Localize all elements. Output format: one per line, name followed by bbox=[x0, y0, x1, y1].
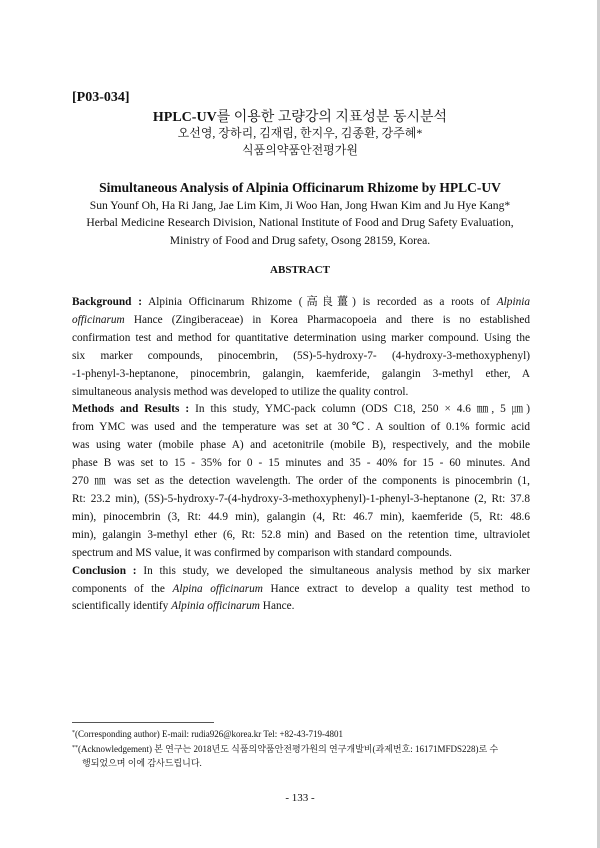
footnote-text: (Acknowledgement) 본 연구는 2018년도 식품의약품안전평가원의 연구개발비(과제번호: 16171MFDS228)로 수 bbox=[78, 744, 499, 754]
background-text: Hance (Zingiberaceae) in Korea Pharmacopoeia and there is no established bbox=[133, 313, 530, 326]
english-affiliation-line-2: Ministry of Food and Drug safety, Osong 28159, Korea. bbox=[169, 234, 431, 247]
conclusion-line bbox=[72, 563, 530, 581]
english-authors: Sun Younf Oh, Ha Ri Jang, Jae Lim Kim, Ji Woo Han, Jong Hwan Kim and Ju Hye Kang* bbox=[89, 199, 511, 212]
background-line bbox=[72, 312, 530, 330]
methods-line: Rt: 23.2 min), (5S)-5-hydroxy-7-(4-hydroxy-3-methoxyphenyl)-1-phenyl-3-heptanone (2, Rt: 37.8 bbox=[72, 492, 530, 505]
background-line bbox=[72, 294, 530, 312]
korean-authors: 오선영, 장하리, 김재림, 한지우, 김종환, 강주혜* bbox=[177, 126, 423, 140]
methods-line bbox=[72, 401, 530, 419]
footnote-corresponding bbox=[72, 726, 530, 741]
poster-code: [P03-034] bbox=[72, 90, 130, 105]
methods-line: phase B was set to 15 - 35% for 0 - 15 minutes and 35 - 40% for 15 - 60 minutes. And bbox=[72, 457, 530, 470]
footnote-acknowledgement-cont: 행되었으며 이에 감사드립니다. bbox=[82, 758, 202, 768]
background-label: Background : bbox=[72, 296, 142, 308]
background-line: six marker compounds, pinocembrin, (5S)-5-hydroxy-7- (4-hydroxy-3-methoxyphenyl) bbox=[72, 349, 530, 362]
abstract-heading: ABSTRACT bbox=[270, 264, 330, 276]
conclusion-label: Conclusion : bbox=[72, 564, 137, 577]
conclusion-text: Hance. bbox=[262, 600, 295, 613]
methods-line: from YMC was used and the temperature was set at 30℃. A soultion of 0.1% formic acid bbox=[72, 421, 530, 434]
footnote-acknowledgement bbox=[72, 741, 530, 756]
english-affiliation-line-1: Herbal Medicine Research Division, National Institute of Food and Drug Safety Evaluation, bbox=[86, 216, 514, 229]
methods-line: min), pinocembrin (3, Rt: 44.9 min), galangin (4, Rt: 46.7 min), kaemferide (5, Rt: 48.6 bbox=[72, 510, 530, 523]
english-title: Simultaneous Analysis of Alpinia Officinarum Rhizome by HPLC-UV bbox=[99, 180, 501, 195]
conclusion-text: In this study, we developed the simultaneous analysis method by six marker bbox=[143, 564, 531, 577]
background-line: -1-phenyl-3-heptanone, pinocembrin, galangin, kaemferide, galangin 3-methyl ether, A bbox=[72, 367, 530, 380]
methods-text: In this study, YMC-pack column (ODS C18, 250 × 4.6 ㎜, 5 ㎛) bbox=[195, 403, 530, 416]
conclusion-line bbox=[72, 598, 530, 616]
conclusion-italic: Alpina officinarum bbox=[172, 582, 263, 595]
methods-line: min), galangin 3-methyl ether (6, Rt: 52.8 min) and Based on the retention time, ultraviolet bbox=[72, 528, 530, 541]
background-italic: Alpinia bbox=[496, 296, 531, 308]
abstract-body bbox=[72, 294, 530, 616]
conclusion-text: components of the bbox=[72, 582, 165, 595]
korean-affiliation: 식품의약품안전평가원 bbox=[242, 143, 358, 157]
methods-line: 270 ㎚ was set as the detection wavelength. The order of the components is pinocembrin (1, bbox=[72, 475, 530, 488]
conclusion-italic: Alpinia officinarum bbox=[171, 600, 260, 613]
korean-title bbox=[0, 106, 600, 126]
conclusion-text: Hance extract to develop a quality test method to bbox=[270, 582, 530, 595]
korean-title-bold: HPLC-UV bbox=[152, 110, 217, 125]
conclusion-line bbox=[72, 581, 530, 599]
page-number: - 133 - bbox=[285, 792, 315, 804]
footnote-rule bbox=[72, 722, 214, 723]
footnote-text: (Corresponding author) E-mail: rudia926@korea.kr Tel: +82-43-719-4801 bbox=[75, 729, 344, 739]
footnote-mark: ** bbox=[72, 745, 78, 751]
background-italic: officinarum bbox=[72, 313, 125, 326]
conclusion-text: scientifically identify bbox=[72, 600, 169, 613]
korean-title-rest: 를 이용한 고량강의 지표성분 동시분석 bbox=[216, 110, 448, 125]
background-text: Alpinia Officinarum Rhizome (高良薑) is recorded as a roots of bbox=[148, 296, 490, 308]
footnotes bbox=[72, 726, 530, 770]
background-line: confirmation test and method for quantitative determination using marker compound. Using the bbox=[72, 331, 530, 344]
background-line: simultaneous analysis method was developed to utilize the quality control. bbox=[72, 385, 409, 398]
methods-label: Methods and Results : bbox=[72, 403, 190, 416]
footnote-mark: * bbox=[72, 730, 75, 736]
methods-line: was using water (mobile phase A) and acetonitrile (mobile B), respectively, and the mobile bbox=[72, 439, 530, 452]
methods-line: spectrum and MS value, it was confirmed by comparison with standard compounds. bbox=[72, 546, 452, 559]
